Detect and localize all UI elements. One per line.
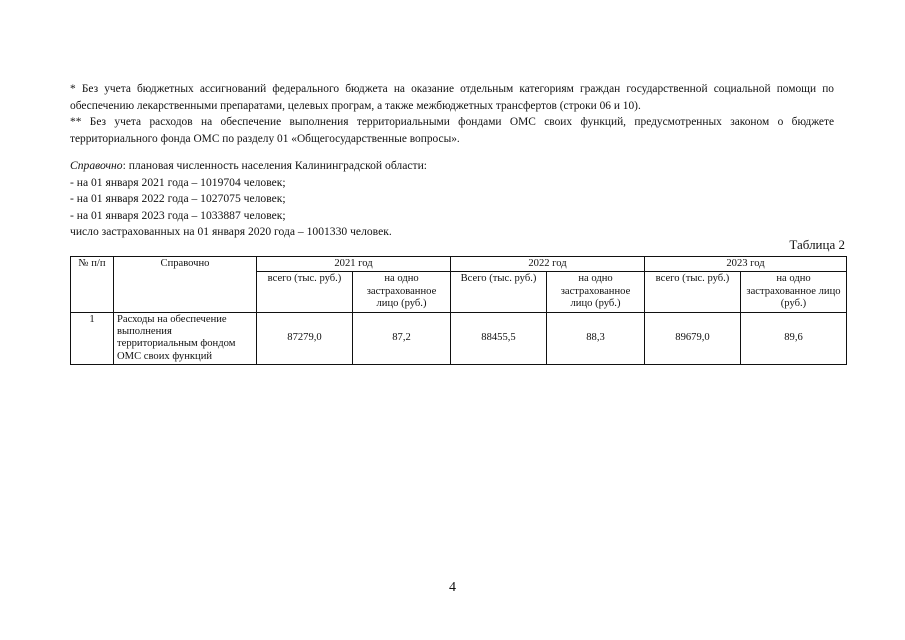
cell-per-insured-2022: 88,3	[547, 312, 645, 365]
header-total-2022: Всего (тыс. руб.)	[451, 272, 547, 312]
data-table	[70, 256, 847, 365]
header-year-2021: 2021 год	[257, 257, 451, 272]
header-reference: Справочно	[114, 257, 257, 313]
reference-line: - на 01 января 2021 года – 1019704 человек;	[70, 175, 286, 189]
header-num: № п/п	[71, 257, 114, 313]
reference-intro-text: : плановая численность населения Калининградской области:	[122, 159, 428, 172]
header-year-2022: 2022 год	[451, 257, 645, 272]
table-title: Таблица 2	[789, 237, 845, 252]
footnote-2: ** Без учета расходов на обеспечение выполнения территориальными фондами ОМС своих функций, предусмотренных законом о бюджете территориального фонда ОМС по разделу 01 «Общегосударственные вопросы».	[70, 116, 834, 145]
reference-label: Справочно	[70, 159, 123, 172]
reference-intro	[70, 158, 834, 175]
table-row	[71, 312, 847, 365]
header-total-2021: всего (тыс. руб.)	[257, 272, 353, 312]
header-per-insured-2021: на одно застрахованное лицо (руб.)	[353, 272, 451, 312]
page-number: 4	[449, 580, 456, 595]
header-total-2023: всего (тыс. руб.)	[645, 272, 741, 312]
footnote-1: * Без учета бюджетных ассигнований федерального бюджета на оказание отдельным категориям граждан государственной социальной помощи по обеспечению лекарственными препаратами, целевых програм, а также межбюджетных трансфертов (строки 06 и 10).	[70, 83, 834, 112]
table-header-row-years	[71, 257, 847, 272]
cell-total-2023: 89679,0	[645, 312, 741, 365]
cell-per-insured-2023: 89,6	[741, 312, 847, 365]
reference-line: - на 01 января 2023 года – 1033887 человек;	[70, 208, 286, 222]
footnotes	[70, 81, 834, 147]
cell-total-2022: 88455,5	[451, 312, 547, 365]
reference-line: - на 01 января 2022 года – 1027075 человек;	[70, 192, 286, 206]
cell-total-2021: 87279,0	[257, 312, 353, 365]
row-label: Расходы на обеспечение выполнения территориальным фондом ОМС своих функций	[114, 312, 257, 365]
row-num: 1	[71, 312, 114, 365]
header-year-2023: 2023 год	[645, 257, 847, 272]
header-per-insured-2023: на одно застрахованное лицо (руб.)	[741, 272, 847, 312]
header-per-insured-2022: на одно застрахованное лицо (руб.)	[547, 272, 645, 312]
cell-per-insured-2021: 87,2	[353, 312, 451, 365]
reference-line: число застрахованных на 01 января 2020 года – 1001330 человек.	[70, 225, 392, 239]
reference-block	[70, 158, 834, 241]
